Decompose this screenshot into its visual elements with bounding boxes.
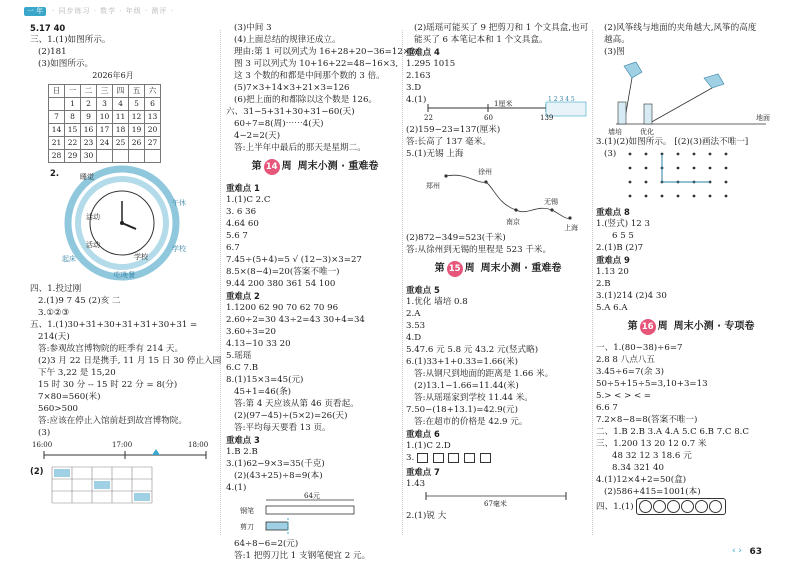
calendar-cell: 12: [129, 111, 145, 124]
week-prefix: 第: [434, 263, 445, 274]
map-city: 南京: [506, 218, 520, 226]
answer-line: 1.(竖式) 12 3: [596, 219, 650, 229]
answer-line: 5.(1)无锡 上海: [406, 149, 464, 159]
week-number-badge: 14: [264, 159, 280, 175]
answer-box: [464, 453, 475, 463]
clock-tag: 活动: [86, 241, 100, 249]
week-heading: [226, 158, 404, 176]
calendar-head: 日: [49, 85, 65, 98]
answer-line: 1.B 2.B: [226, 447, 258, 457]
clock-tag: 午休: [172, 199, 186, 207]
kite-label: 优化: [640, 128, 654, 136]
answer-line: 答:应该在停止入馆前赶到故宫博物院。: [38, 416, 187, 426]
bar-pen: [266, 506, 354, 514]
answer-line: 六、31−5+31+30+31−60(天): [226, 107, 355, 117]
answer-line: 1.优化 墙培 0.8: [406, 297, 468, 307]
circle-answer-row: [596, 498, 786, 514]
answer-line: 2.B: [596, 279, 611, 289]
answer-line: 理由:第 1 可以列式为 16+28+20−36=12×3: [234, 47, 416, 57]
shape-answer-row: [406, 452, 590, 466]
column-divider: [220, 30, 221, 535]
answer-line: (2)(97−45)÷(5×2)=26(天): [234, 411, 348, 421]
calendar-cell: 10: [97, 111, 113, 124]
calendar-cell: 11: [113, 111, 129, 124]
answer-circle: [709, 500, 722, 513]
answer-line: 45+1=46(条): [234, 387, 292, 397]
answer-circle: [639, 500, 652, 513]
answer-line: 1.(1)C 2.C: [226, 195, 271, 205]
calendar-cell: 22: [65, 137, 81, 150]
answer-circle: [681, 500, 694, 513]
section-heading: 重难点 9: [596, 255, 630, 265]
calendar-cell: 28: [49, 150, 65, 163]
answer-box: [433, 453, 444, 463]
calendar-cell: 14: [49, 124, 65, 137]
answer-line: 这 3 个数的和都是中间那个数的 3 倍。: [234, 71, 385, 81]
answer-line: (2)(43+25)÷8=9(本): [234, 471, 323, 481]
answer-line: 7.2×8−8=8(答案不唯一): [596, 415, 698, 425]
answer-line: 1.1200 62 90 70 62 70 96: [226, 303, 339, 313]
dot-grid: [596, 148, 786, 206]
kite-label: 地面: [756, 114, 770, 122]
grid-cell-highlight: [54, 469, 70, 477]
numline-b: 60: [484, 114, 493, 122]
page-header: [0, 0, 800, 20]
answer-line: 2.(1)锐 大: [406, 511, 447, 521]
answer-line: 3.: [406, 453, 415, 463]
kite-figure: [596, 58, 786, 136]
answer-line: 6 5 5: [612, 231, 634, 241]
answer-line: 5.17 40: [30, 23, 66, 33]
answer-circle: [667, 500, 680, 513]
answer-box: [448, 453, 459, 463]
answer-line: (2)瑶瑶可能买了 9 把剪刀和 1 个文具盒,也可: [414, 23, 589, 33]
answer-line: 7×80=560(米): [38, 392, 101, 402]
answer-line: 3. 6 36: [226, 207, 257, 217]
calendar-cell: 5: [129, 98, 145, 111]
answer-line: 5.> < > < =: [596, 391, 652, 401]
calendar-head: 四: [113, 85, 129, 98]
answer-line: (3)图: [604, 47, 625, 57]
answer-line: 8.5×(8−4)=20(答案不唯一): [226, 267, 340, 277]
clock-figure: [30, 165, 218, 283]
numline-c: 139: [540, 114, 554, 122]
clock-tag: 学校: [172, 245, 186, 253]
calendar-cell: 9: [81, 111, 97, 124]
week-prefix: 第: [627, 321, 638, 332]
answer-line: 2.(1)B (2)7: [596, 243, 644, 253]
section-heading: 重难点 2: [226, 291, 260, 301]
calendar-cell: [49, 98, 65, 111]
answer-line: 1.295 1015: [406, 59, 456, 69]
section-heading: 重难点 1: [226, 183, 260, 193]
clock-diagram: [30, 165, 218, 283]
answer-line: (3): [604, 149, 617, 159]
section-heading: 重难点 3: [226, 435, 260, 445]
answer-line: 6.6 7: [596, 403, 618, 413]
answer-line: 560>500: [38, 404, 79, 414]
answer-line: 四、1.(1): [596, 502, 634, 512]
answer-line: 2.8 8 八点八五: [596, 355, 655, 365]
dot-grid-drawing: [662, 154, 710, 182]
week-suffix: 周: [657, 321, 668, 332]
section-heading: 重难点 5: [406, 285, 440, 295]
clock-tag: 起床: [62, 255, 76, 263]
answer-circle: [695, 500, 708, 513]
answer-line: 3.(1)214 (2)4 30: [596, 291, 667, 301]
answer-line: 9.44 200 380 361 54 100: [226, 279, 336, 289]
grid-cell-highlight: [94, 481, 110, 489]
calendar-head: 三: [97, 85, 113, 98]
answer-line: 8.(1)15×3=45(元): [226, 375, 304, 385]
answer-line: (3)如图所示。: [38, 59, 94, 69]
calendar-head: 五: [129, 85, 145, 98]
column-3: [406, 22, 590, 522]
numline-label: 4.(1): [406, 95, 427, 105]
answer-line: 下午 3,22 是 15,20: [38, 368, 116, 378]
timeline-marker: [152, 449, 160, 455]
answer-line: 2.163: [406, 71, 431, 81]
ruler-label: 67毫米: [484, 500, 507, 508]
answer-line: 4.13−10 33 20: [226, 339, 291, 349]
answer-line: 1.(1)C 2.D: [406, 441, 451, 451]
answer-line: (5)7×3+14×3+21×3=126: [234, 83, 350, 93]
grid-cell-highlight: [134, 493, 150, 501]
answer-line: 4−2=2(天): [234, 131, 281, 141]
calendar-cell: 8: [65, 111, 81, 124]
answer-line: 6.C 7.B: [226, 363, 259, 373]
answer-line: (2)586+415=1001(本): [604, 487, 701, 497]
section-heading: 重难点 6: [406, 429, 440, 439]
answer-line: (2)159−23=137(厘米): [406, 125, 501, 135]
header-tag: 一 年: [24, 7, 46, 16]
route-map-figure: [406, 160, 590, 232]
column-divider: [592, 30, 593, 535]
answer-line: 64÷8−6=2(元): [234, 539, 299, 549]
answer-line: 3.(1)(2)如图所示。 [(2)(3)画法不唯一]: [596, 137, 749, 147]
calendar-title: 2026年6月: [92, 71, 134, 80]
answer-line: 3.(1)62−9×3=35(千克): [226, 459, 325, 469]
header-faint-text: · 同步练习 · 数学 · 年级 · 测评 ·: [52, 7, 174, 15]
answer-line: 答:从瑶瑶家到学校 11.44 米。: [414, 393, 533, 403]
week-number-badge: 16: [640, 319, 656, 335]
answer-line: 214(天): [38, 332, 70, 342]
route-grid: [30, 465, 218, 513]
answer-line: 5.47.6 元 5.8 元 43.2 元(竖式略): [406, 345, 539, 355]
calendar-cell: 16: [81, 124, 97, 137]
answer-line: (2): [30, 466, 44, 476]
person-figure: [644, 104, 652, 124]
answer-line: 答:长高了 137 毫米。: [406, 137, 491, 147]
answer-line: 答:参观故宫博物院的旺季有 214 天。: [38, 344, 184, 354]
week-title: 周末小测 · 重难卷: [480, 263, 562, 274]
clock-tag: 活动: [86, 213, 100, 221]
calendar-cell: [113, 150, 129, 163]
numline-mid: 1厘米: [494, 100, 513, 108]
clock-tag: 吃晚餐: [114, 271, 135, 279]
answer-line: 答:1 把剪刀比 1 支钢笔便宜 2 元。: [234, 551, 371, 561]
column-1: [30, 22, 222, 513]
calendar-cell: 17: [97, 124, 113, 137]
kite-string: [648, 88, 712, 124]
answer-line: 三、1.200 13 20 12 0.7 米: [596, 439, 707, 449]
map-city: 郑州: [426, 182, 440, 190]
calendar-cell: [145, 150, 161, 163]
calendar-table: [48, 84, 161, 163]
calendar-head: 六: [145, 85, 161, 98]
answer-line: 4.D: [406, 333, 422, 343]
circle-tray: [636, 498, 726, 515]
answer-line: 二、1.B 2.B 3.A 4.A 5.C 6.B 7.C 8.C: [596, 427, 749, 437]
answer-line: 3.53: [406, 321, 426, 331]
map-city: 徐州: [478, 168, 492, 176]
clock-tag: 学校: [134, 253, 148, 261]
answer-line: 8.34 321 40: [612, 463, 664, 473]
answer-line: 60÷7=8(周)⋯⋯4(天): [234, 119, 324, 129]
clock-tag: 睡觉: [80, 173, 94, 181]
timeline-tick: 16:00: [32, 441, 53, 449]
answer-line: (4)上面总结的规律还成立。: [234, 35, 341, 45]
answer-line: (2)风筝线与地面的夹角越大,风筝的高度: [604, 23, 757, 33]
numline-scale: 1 2 3 4 5: [548, 96, 575, 103]
answer-line: 2.60÷2=30 43÷2=43 30+4=34: [226, 315, 365, 325]
kite-shape: [704, 74, 724, 88]
answer-line: 3.45÷6=7(余 3): [596, 367, 664, 377]
dot-grid-figure: [620, 148, 770, 206]
kite-diagram: [596, 58, 786, 136]
answer-line: 五、1.(1)30+31+30+31+31+30+31 =: [30, 320, 198, 330]
answer-box: [417, 453, 428, 463]
calendar-cell: 1: [65, 98, 81, 111]
map-city: 上海: [564, 224, 578, 232]
bar-label-scissors: 剪刀: [240, 523, 254, 531]
answer-line: 15 时 30 分 -- 15 时 22 分 = 8(分): [38, 380, 178, 390]
answer-line: 6.7: [226, 243, 240, 253]
week-suffix: 周: [281, 161, 292, 172]
answer-line: 答:在超市的价格是 42.9 元。: [414, 417, 528, 427]
calendar-cell: 23: [81, 137, 97, 150]
answer-line: 2.A: [406, 309, 421, 319]
calendar-cell: 18: [113, 124, 129, 137]
answer-circle: [653, 500, 666, 513]
calendar-head: 一: [65, 85, 81, 98]
calendar-cell: 7: [49, 111, 65, 124]
answer-line: (2)3 月 22 日是携手, 11 月 15 日 30 停止入园: [38, 356, 222, 366]
calendar-head: 二: [81, 85, 97, 98]
timeline-figure: [30, 439, 218, 465]
ruler-diagram: [406, 490, 590, 510]
answer-line: 越高。: [604, 35, 630, 45]
calendar-cell: [97, 150, 113, 163]
answer-line: 5.6 7: [226, 231, 248, 241]
answer-line: 2.(1)9 7 45 (2)亥 二: [38, 296, 121, 306]
answer-line: 答:第 4 天应该从第 46 页看起。: [234, 399, 359, 409]
answer-line: 1.43: [406, 479, 426, 489]
week-title: 周末小测 · 重难卷: [297, 161, 379, 172]
page-number: 63: [749, 547, 762, 557]
timeline-tick: 17:00: [112, 441, 133, 449]
answer-line: 答:平均每天要看 13 页。: [234, 423, 331, 433]
column-4: [596, 22, 786, 514]
calendar-cell: 15: [65, 124, 81, 137]
clock-label: 2.: [50, 168, 60, 178]
calendar-cell: 26: [129, 137, 145, 150]
route-grid-figure: [48, 465, 158, 513]
timeline-tick: 18:00: [188, 441, 209, 449]
bar-total-label: 64元: [304, 492, 320, 500]
answer-line: 答:从钢尺到地面的距离是 1.66 米。: [414, 369, 554, 379]
week-heading: [406, 260, 590, 278]
answer-line: 5.瑶瑶: [226, 351, 252, 361]
answer-line: 5.A 6.A: [596, 303, 628, 313]
calendar-cell: 6: [145, 98, 161, 111]
answer-line: 4.64 60: [226, 219, 259, 229]
map-city: 无锡: [544, 198, 558, 206]
week-number-badge: 15: [447, 261, 463, 277]
calendar-cell: 29: [65, 150, 81, 163]
calendar-cell: [129, 150, 145, 163]
kite-label: 墙培: [608, 128, 622, 136]
calendar-cell: 2: [81, 98, 97, 111]
answer-line: 7.45÷(5+4)=5 √ (12−3)×3=27: [226, 255, 362, 265]
answer-line: 4.(1): [226, 483, 247, 493]
answer-line: 50÷5+15÷5=3,10+3=13: [596, 379, 708, 389]
number-line-diagram: [406, 94, 590, 124]
calendar-cell: 20: [145, 124, 161, 137]
calendar-cell: 30: [81, 150, 97, 163]
answer-line: 图 3 可以列式为 10+16+22=48−16×3,: [234, 59, 399, 69]
answer-line: 48 32 12 3 18.6 元: [612, 451, 692, 461]
answer-line: 答:上半年中最后的那天是星期二。: [234, 143, 366, 153]
calendar-cell: 4: [113, 98, 129, 111]
answer-line: (3)中间 3: [234, 23, 272, 33]
answer-line: (2)13.1−1.66=11.44(米): [414, 381, 519, 391]
calendar-cell: 21: [49, 137, 65, 150]
answer-line: 四、1.投过刚: [30, 284, 82, 294]
answer-line: (3): [38, 428, 51, 438]
answer-line: 能买了 6 本笔记本和 1 个文具盒。: [414, 35, 548, 45]
section-heading: 重难点 4: [406, 47, 440, 57]
answer-line: 4.(1)12×4+2=50(盒): [596, 475, 687, 485]
answer-line: 答:从徐州到无锡的里程是 523 千米。: [406, 245, 552, 255]
answer-line: 6.(1)33+1+0.33=1.66(米): [406, 357, 518, 367]
answer-line: 一、1.(80−38)÷6=7: [596, 343, 683, 353]
calendar-cell: 3: [97, 98, 113, 111]
answer-line: 3.①②③: [38, 308, 70, 318]
numline-a: 22: [424, 114, 433, 122]
answer-line: 1.13 20: [596, 267, 629, 277]
answer-line: (6)把上面的和都除以这个数是 126。: [234, 95, 378, 105]
page-arrows: ‹ ›: [731, 546, 742, 556]
bar-label-pen: 钢笔: [240, 507, 254, 515]
answer-box: [480, 453, 491, 463]
answer-line: (2)872−349=523(千米): [406, 233, 506, 243]
section-heading: 重难点 8: [596, 207, 630, 217]
week-heading: [596, 318, 786, 336]
kite-shape: [624, 62, 642, 78]
answer-line: 3.D: [406, 83, 422, 93]
calendar-cell: 19: [129, 124, 145, 137]
calendar-cell: 24: [97, 137, 113, 150]
clock-center: [120, 221, 124, 225]
calendar-cell: 25: [113, 137, 129, 150]
answer-line: 三、1.(1)如图所示。: [30, 35, 111, 45]
bar-scissors: [266, 522, 288, 530]
answer-line: 7.50−(18+13.1)=42.9(元): [406, 405, 518, 415]
week-prefix: 第: [251, 161, 262, 172]
week-title: 周末小测 · 专项卷: [673, 321, 755, 332]
section-heading: 重难点 7: [406, 467, 440, 477]
answer-line: (2)181: [38, 47, 67, 57]
calendar-cell: 27: [145, 137, 161, 150]
week-suffix: 周: [464, 263, 475, 274]
person-figure: [618, 102, 626, 124]
route-map: [406, 160, 590, 232]
answer-line: 3.60÷3=20: [226, 327, 276, 337]
calendar-cell: 13: [145, 111, 161, 124]
bar-diagram: [226, 494, 404, 538]
